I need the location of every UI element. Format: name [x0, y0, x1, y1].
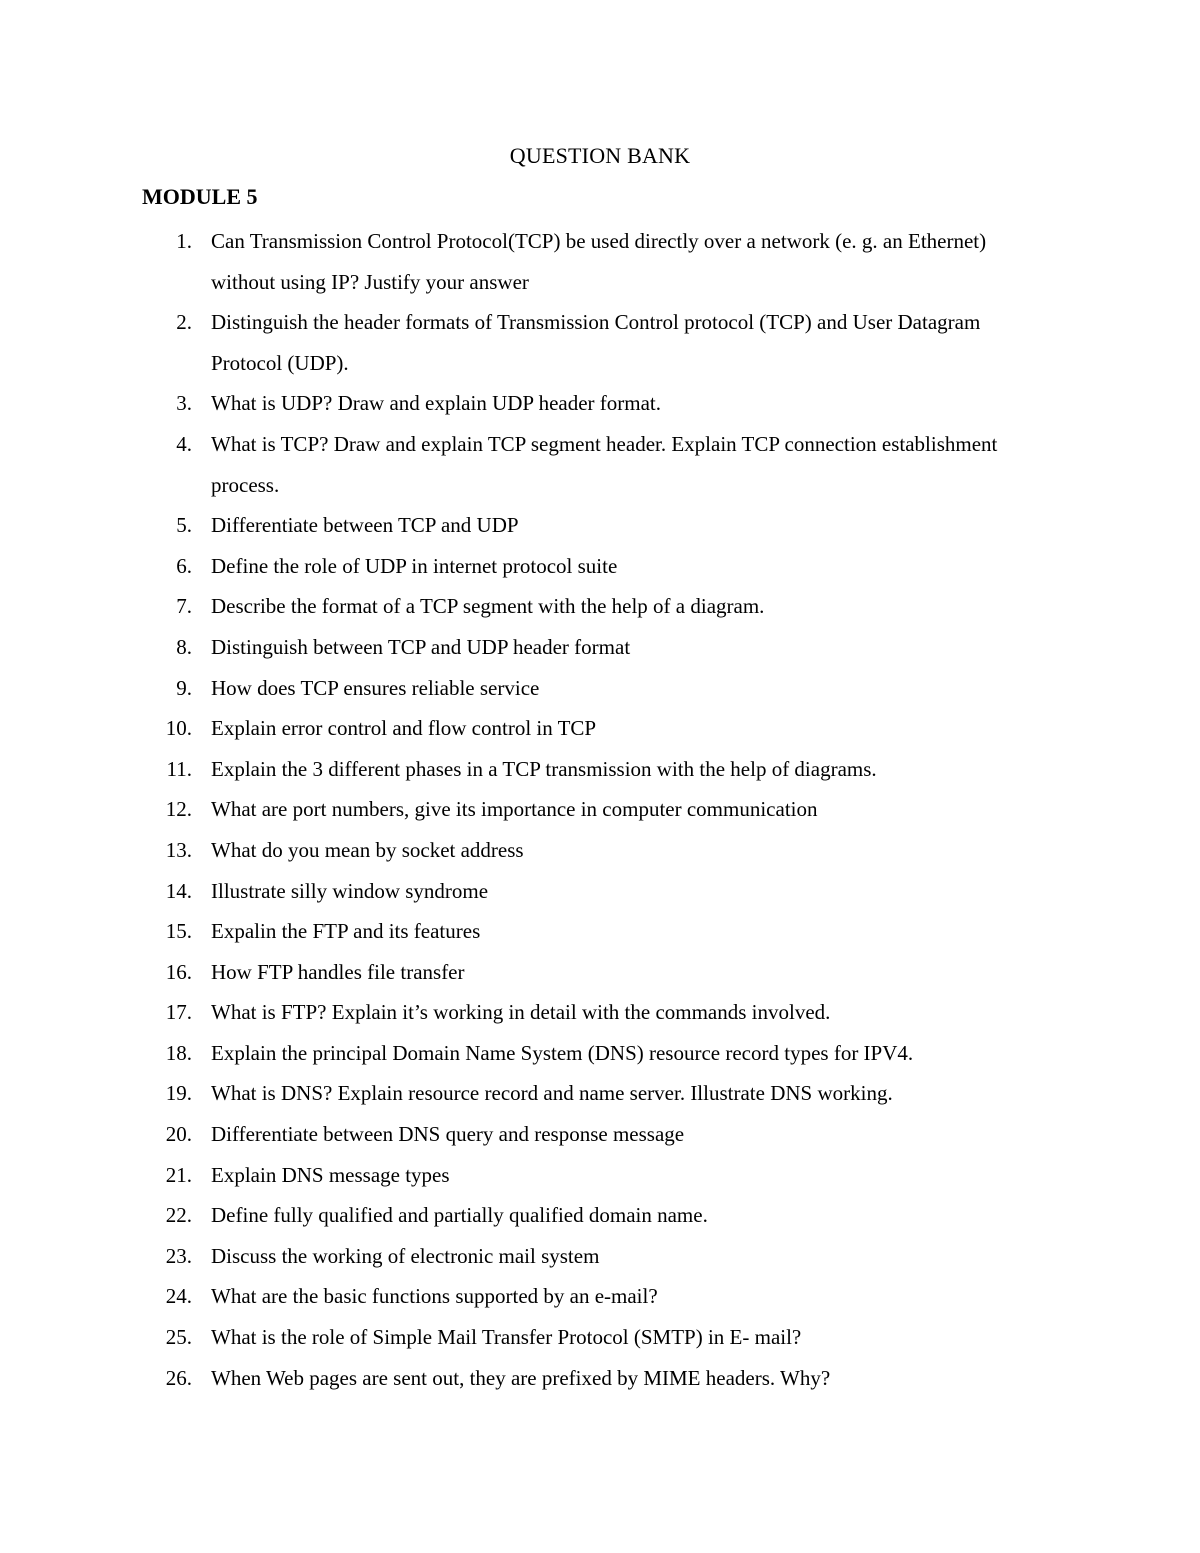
question-text: How does TCP ensures reliable service: [211, 675, 540, 700]
question-text: What do you mean by socket address: [211, 837, 524, 862]
question-number: 10.: [165, 716, 192, 741]
question-item: [0, 992, 1200, 1033]
question-number: 9.: [176, 675, 192, 700]
question-item: [0, 1073, 1200, 1114]
question-number: 24.: [165, 1284, 192, 1309]
question-item: [0, 871, 1200, 912]
question-text: Expalin the FTP and its features: [211, 919, 481, 944]
question-item: [0, 1317, 1200, 1358]
question-number: 11.: [166, 756, 192, 781]
question-item: [0, 668, 1200, 709]
question-number: 26.: [165, 1365, 192, 1390]
question-item: [0, 911, 1200, 952]
question-number: 21.: [165, 1162, 192, 1187]
question-item: [0, 424, 1200, 505]
question-text: What are port numbers, give its importance in computer communication: [211, 797, 818, 822]
question-item: [0, 1114, 1200, 1155]
question-number: 3.: [176, 391, 192, 416]
question-number: 2.: [176, 310, 192, 335]
question-text: How FTP handles file transfer: [211, 959, 465, 984]
question-item: [0, 1236, 1200, 1277]
question-text: Differentiate between DNS query and response message: [211, 1122, 685, 1147]
question-text: Distinguish between TCP and UDP header format: [211, 634, 631, 659]
question-number: 18.: [165, 1040, 192, 1065]
question-text: What is UDP? Draw and explain UDP header format.: [211, 391, 662, 416]
question-number: 8.: [176, 634, 192, 659]
question-number: 15.: [165, 919, 192, 944]
question-item: [0, 586, 1200, 627]
question-item: [0, 302, 1200, 383]
question-item: [0, 627, 1200, 668]
question-number: 16.: [165, 959, 192, 984]
question-number: 7.: [176, 594, 192, 619]
question-item: [0, 1033, 1200, 1074]
question-item: [0, 1155, 1200, 1196]
question-number: 17.: [165, 1000, 192, 1025]
question-item: [0, 789, 1200, 830]
question-number: 6.: [176, 553, 192, 578]
question-number: 4.: [176, 431, 192, 456]
question-item: [0, 546, 1200, 587]
question-item: [0, 1358, 1200, 1399]
question-text: What is TCP? Draw and explain TCP segment header. Explain TCP connection establishment process.: [211, 431, 998, 497]
question-item: [0, 505, 1200, 546]
question-text: Illustrate silly window syndrome: [211, 878, 489, 903]
question-text: Define the role of UDP in internet protocol suite: [211, 553, 618, 578]
question-item: [0, 1276, 1200, 1317]
question-text: Discuss the working of electronic mail system: [211, 1243, 600, 1268]
question-text: Explain DNS message types: [211, 1162, 450, 1187]
question-number: 20.: [165, 1122, 192, 1147]
question-text: Define fully qualified and partially qualified domain name.: [211, 1203, 708, 1228]
question-text: Explain error control and flow control in TCP: [211, 716, 597, 741]
question-text: What is the role of Simple Mail Transfer Protocol (SMTP) in E- mail?: [211, 1325, 802, 1350]
question-text: Explain the principal Domain Name System (DNS) resource record types for IPV4.: [211, 1040, 914, 1065]
question-number: 19.: [165, 1081, 192, 1106]
question-text: Can Transmission Control Protocol(TCP) be used directly over a network (e. g. an Ethernet) without using IP? Justify your answer: [211, 229, 987, 294]
question-text: Differentiate between TCP and UDP: [211, 513, 519, 538]
question-item: [0, 708, 1200, 749]
question-text: Explain the 3 different phases in a TCP transmission with the help of diagrams.: [211, 756, 877, 781]
question-text: What is FTP? Explain it’s working in detail with the commands involved.: [211, 1000, 831, 1025]
question-text: What are the basic functions supported by an e-mail?: [211, 1284, 658, 1309]
question-number: 5.: [176, 513, 192, 538]
question-number: 22.: [165, 1203, 192, 1228]
question-text: What is DNS? Explain resource record and name server. Illustrate DNS working.: [211, 1081, 893, 1106]
question-text: When Web pages are sent out, they are prefixed by MIME headers. Why?: [211, 1365, 831, 1390]
question-item: [0, 383, 1200, 424]
question-text: Describe the format of a TCP segment with the help of a diagram.: [211, 594, 765, 619]
question-item: [0, 952, 1200, 993]
question-item: [0, 749, 1200, 790]
question-number: 25.: [165, 1325, 192, 1350]
question-item: [0, 221, 1200, 302]
question-number: 13.: [165, 837, 192, 862]
question-number: 23.: [165, 1243, 192, 1268]
question-number: 14.: [165, 878, 192, 903]
question-text: Distinguish the header formats of Transmission Control protocol (TCP) and User Datagram Protocol (UDP).: [211, 310, 981, 375]
question-item: [0, 1195, 1200, 1236]
page-title: QUESTION BANK: [509, 143, 691, 168]
module-heading: MODULE 5: [142, 184, 258, 209]
question-item: [0, 830, 1200, 871]
question-number: 12.: [165, 797, 192, 822]
question-number: 1.: [176, 229, 192, 253]
question-list: [0, 221, 1200, 1398]
